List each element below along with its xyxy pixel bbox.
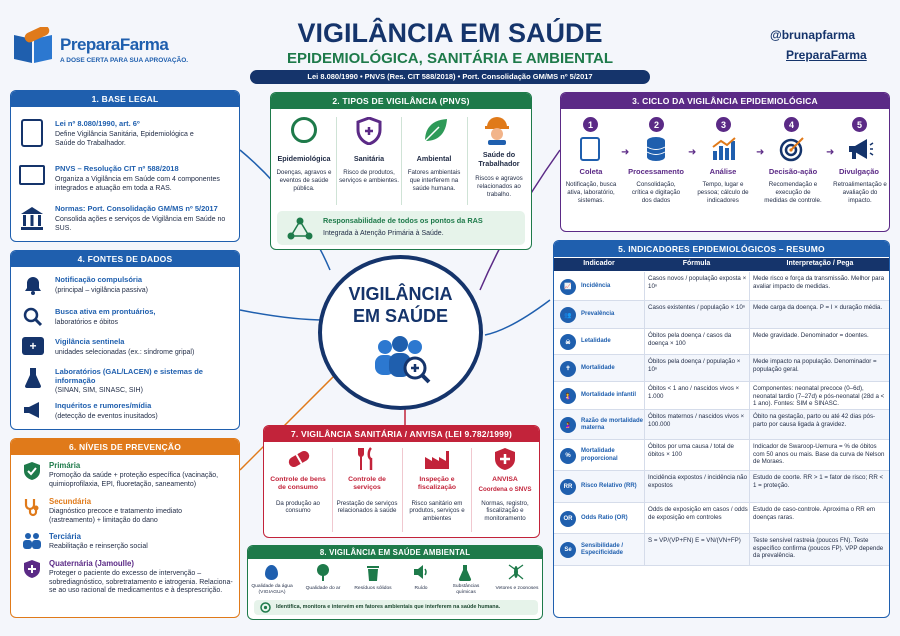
env-item: Substâncias químicas (452, 584, 480, 595)
center-title-1: VIGILÂNCIA (348, 284, 453, 304)
section-ciclo (560, 92, 890, 232)
center-hub (318, 255, 483, 410)
col-divider (749, 329, 750, 354)
sanitary-head: Controle de bens de consumo (270, 476, 326, 492)
table-row (554, 471, 890, 503)
col-header-formula: Fórmula (682, 260, 711, 267)
source-head: Notificação compulsória (55, 275, 143, 284)
shield-plus-icon (23, 559, 41, 579)
step-head: Decisão-ação (768, 167, 818, 176)
indicator-badge-icon: 📈 (560, 279, 576, 295)
level-head: Quaternária (Jamoulle) (49, 559, 134, 568)
indicator-name: Letalidade (581, 338, 611, 345)
section-title: 1. BASE LEGAL (11, 91, 239, 107)
center-title-2: EM SAÚDE (352, 306, 448, 326)
step-head: Processamento (628, 167, 684, 176)
col-divider (644, 355, 645, 381)
indicator-formula: Óbitos pela doença / casos da doença × 100 (648, 332, 732, 347)
pill-icon (286, 448, 312, 470)
building-icon (19, 205, 45, 231)
shield-check-icon (23, 461, 41, 481)
indicator-interpretation: Mede risco e força da transmissão. Melhor para avaliar impacto de medidas. (753, 275, 885, 290)
env-item: Resíduos sólidos (354, 586, 392, 591)
section-tipos-vigilancia (270, 92, 532, 250)
source-body: laboratórios e óbitos (55, 319, 119, 326)
col-divider (644, 301, 645, 328)
col-header-interp: Interpretação / Pega (786, 260, 854, 267)
level-head: Secundária (49, 497, 92, 506)
col-divider (749, 440, 750, 470)
type-head: Sanitária (353, 154, 385, 163)
table-row (554, 355, 890, 382)
section-title: 7. VIGILÂNCIA SANITÁRIA / ANVISA (LEI 9.782/1999) (264, 426, 539, 442)
col-divider (749, 471, 750, 502)
divider (401, 117, 402, 205)
tree-icon (315, 564, 331, 581)
source-body: (SINAN, SIM, SINASC, SIH) (55, 387, 143, 394)
col-divider (749, 382, 750, 409)
section-niveis-prevencao (10, 438, 240, 618)
indicator-formula: Óbitos pela doença / população × 10ⁿ (648, 358, 741, 373)
arrow-right-icon: ➜ (621, 147, 630, 158)
magnifier-icon (291, 117, 317, 143)
indicator-badge-icon: ☠ (560, 334, 576, 350)
chemical-flask-icon (458, 564, 472, 581)
indicator-interpretation: Indicador de Swaroop-Uemura = % de óbitos com 50 anos ou mais. Base da curva de Nelson de Moraes. (753, 443, 885, 466)
laws-text: Lei 8.080/1990 • PNVS (Res. CIT 588/2018) • Port. Consolidação GM/MS nº 5/2017 (307, 72, 593, 81)
step-number-badge: 2 (649, 117, 664, 132)
factory-icon (424, 448, 450, 470)
env-item: Ruído (414, 586, 428, 591)
book-icon (19, 165, 45, 185)
source-head: Inquéritos e rumores/mídia (55, 401, 152, 410)
indicator-name: Mortalidade proporcional (581, 448, 618, 462)
col-divider (644, 440, 645, 470)
section-title: 3. CICLO DA VIGILÂNCIA EPIDEMIOLÓGICA (561, 93, 889, 109)
step-number-badge: 3 (716, 117, 731, 132)
col-divider (749, 503, 750, 533)
col-divider (644, 534, 645, 565)
megaphone-icon (22, 401, 44, 419)
indicator-interpretation: Óbito na gestação, parto ou até 42 dias pós-parto por causa ligada à gravidez. (753, 413, 876, 428)
indicator-badge-icon: RR (560, 479, 576, 495)
step-body: Consolidação, crítica e digitação dos dados (631, 181, 681, 204)
ras-body: Integrada à Atenção Primária à Saúde. (323, 230, 444, 237)
divider (471, 448, 472, 532)
indicator-badge-icon: OR (560, 511, 576, 527)
env-foot: Identifica, monitora e intervém em fatores ambientais que interferem na saúde humana. (276, 604, 501, 610)
step-head: Divulgação (838, 167, 879, 176)
item-body: Define Vigilância Sanitária, Epidemiológica e Saúde do Trabalhador. (55, 131, 194, 147)
page-subtitle: EPIDEMIOLÓGICA, SANITÁRIA E AMBIENTAL (286, 50, 614, 67)
col-divider (644, 503, 645, 533)
fork-knife-icon (356, 447, 378, 471)
env-item: Qualidade da água (VIGIAGUA) (251, 584, 293, 595)
step-body: Notificação, busca ativa, laboratório, sistemas. (565, 181, 617, 204)
table-row (554, 272, 890, 301)
arrow-right-icon: ➜ (826, 147, 835, 158)
col-divider (644, 471, 645, 502)
level-body: Reabilitação e reinserção social (49, 543, 148, 550)
level-head: Terciária (49, 532, 81, 541)
target-small-icon (260, 602, 271, 613)
indicator-interpretation: Mede impacto na população. Denominador = população geral. (753, 358, 877, 373)
type-head: Epidemiológica (277, 154, 331, 163)
section-title: 6. NÍVEIS DE PREVENÇÃO (11, 439, 239, 455)
env-item: Qualidade do ar (305, 586, 341, 591)
type-head: Ambiental (416, 154, 452, 163)
indicator-name: Risco Relativo (RR) (581, 483, 637, 490)
step-head: Coleta (579, 167, 603, 176)
indicator-name: Mortalidade (581, 364, 615, 371)
ras-head: Responsabilidade de todos os pontos da RAS (323, 216, 483, 225)
table-row (554, 382, 890, 410)
item-body: Consolida ações e serviços de Vigilância em Saúde no SUS. (55, 216, 226, 232)
type-head: Saúde do Trabalhador (478, 150, 520, 168)
search-icon (23, 307, 43, 327)
indicator-interpretation: Teste sensível rastreia (poucos FN). Teste específico confirma (poucos FP). VPP depende da prevalência. (753, 537, 884, 560)
sanitary-body: Normas, registro, fiscalização e monitoramento (481, 500, 529, 522)
brand-tagline: A DOSE CERTA PARA SUA APROVAÇÃO. (60, 57, 189, 64)
item-body: Organiza a Vigilância em Saúde com 4 componentes integrados e atuação em toda a RAS. (55, 176, 220, 192)
section-vigilancia-sanitaria (263, 425, 540, 538)
indicator-interpretation: Estudo de coorte. RR > 1 = fator de risco; RR < 1 = proteção. (753, 474, 884, 489)
section-indicadores (553, 240, 890, 618)
step-body: Tempo, lugar e pessoa; cálculo de indicadores (697, 181, 749, 204)
col-divider (749, 355, 750, 381)
indicator-formula: Óbitos < 1 ano / nascidos vivos × 1.000 (648, 385, 740, 400)
shield-icon (356, 117, 382, 145)
level-head: Primária (49, 461, 81, 470)
megaphone-icon (846, 137, 874, 161)
type-body: Doenças, agravos e eventos de saúde pública. (276, 169, 332, 192)
indicator-interpretation: Estudo de caso-controle. Aproxima o RR em doenças raras. (753, 506, 876, 521)
indicator-badge-icon: % (560, 448, 576, 464)
indicator-name: Prevalência (581, 311, 615, 318)
section-vigilancia-ambiental (247, 545, 543, 620)
flask-icon (23, 367, 43, 389)
source-body: unidades selecionadas (ex.: síndrome gripal) (55, 349, 195, 356)
level-body: Promoção da saúde + proteção específica (vacinação, quimioprofilaxia, EPI, fluoretação, saneamento) (49, 472, 219, 488)
col-divider (644, 410, 645, 439)
section-fontes-dados (10, 250, 240, 430)
indicator-name: Mortalidade infantil (581, 392, 637, 399)
step-head: Análise (709, 167, 737, 176)
col-divider (644, 382, 645, 409)
table-row (554, 301, 890, 329)
indicator-interpretation: Componentes: neonatal precoce (0–6d), neonatal tardio (7–27d) e pós-neonatal (28d a < 1 ano). Fontes: SIM e SINASC. (753, 385, 885, 408)
source-head: Busca ativa em prontuários, (55, 307, 156, 316)
step-number-badge: 4 (784, 117, 799, 132)
level-body: Diagnóstico precoce e tratamento imediato (rastreamento) + limitação do dano (49, 508, 183, 524)
source-body: (principal – vigilância passiva) (55, 287, 148, 294)
item-head: Normas: Port. Consolidação GM/MS nº 5/2017 (55, 204, 218, 213)
page-title: VIGILÂNCIA EM SAÚDE (297, 18, 603, 48)
table-row (554, 440, 890, 471)
section-title: 2. TIPOS DE VIGILÂNCIA (PNVS) (271, 93, 531, 109)
worker-icon (483, 115, 511, 145)
col-header-indicator: Indicador (583, 260, 615, 267)
divider (467, 117, 468, 205)
table-row (554, 503, 890, 534)
sanitary-body: Risco sanitário em produtos, serviços e ambientes (409, 500, 465, 522)
first-aid-icon: + (22, 337, 44, 355)
indicator-badge-icon: 👥 (560, 307, 576, 323)
indicator-name: Incidência (581, 282, 611, 289)
type-body: Risco de produtos, serviços e ambientes. (339, 169, 399, 184)
source-head: Laboratórios (GAL/LACEN) e sistemas de informação (55, 367, 203, 386)
indicator-formula: Óbitos maternos / nascidos vivos × 100.000 (648, 413, 745, 428)
sanitary-head: Controle de serviços (348, 476, 386, 492)
database-icon (645, 136, 667, 162)
arrow-right-icon: ➜ (688, 147, 697, 158)
section-title: 5. INDICADORES EPIDEMIOLÓGICOS – RESUMO (554, 241, 889, 257)
indicator-name: Sensibilidade / Especificidade (581, 542, 624, 556)
network-icon (287, 217, 313, 241)
divider (402, 448, 403, 532)
type-body: Fatores ambientais que interferem na saúde humana. (407, 169, 461, 192)
step-number-badge: 5 (852, 117, 867, 132)
col-divider (749, 301, 750, 328)
indicator-name: Odds Ratio (OR) (581, 514, 628, 521)
document-icon (21, 119, 43, 147)
indicator-badge-icon: Se (560, 542, 576, 558)
col-divider (749, 272, 750, 300)
table-row (554, 534, 890, 566)
env-item: Vetores e zoonoses (495, 586, 539, 591)
section-base-legal (10, 90, 240, 242)
mosquito-icon (507, 564, 525, 580)
sanitary-head: Inspeção e fiscalização (417, 476, 457, 492)
stethoscope-icon (22, 497, 42, 517)
leaf-icon (421, 117, 449, 145)
col-divider (749, 410, 750, 439)
clipboard-icon (580, 137, 600, 161)
arrow-right-icon: ➜ (756, 147, 765, 158)
brand-name: PreparaFarma (60, 35, 169, 54)
item-head: PNVS – Resolução CIT nº 588/2018 (55, 164, 179, 173)
level-body: Proteger o paciente do excesso de intervenção – sobrediagnóstico, sobretratamento e iatrogenia. Relaciona-se ao uso racional de medicamentos e à desprescrição. (49, 570, 233, 595)
anvisa-shield-icon (494, 447, 516, 471)
col-divider (644, 329, 645, 354)
sanitary-head: ANVISA (492, 476, 518, 483)
table-row (554, 410, 890, 440)
item-head: Lei nº 8.080/1990, art. 6º (55, 119, 140, 128)
indicator-badge-icon: 🤰 (560, 417, 576, 433)
sanitary-body: Da produção ao consumo (275, 500, 321, 515)
people-magnifier-icon (365, 335, 435, 385)
target-icon (779, 136, 805, 162)
divider (336, 117, 337, 205)
source-body: (detecção de eventos inusitados) (55, 413, 158, 420)
bar-chart-icon (711, 137, 737, 161)
indicator-formula: S = VP/(VP+FN) E = VN/(VN+FP) (648, 537, 741, 544)
indicator-interpretation: Mede gravidade. Denominador = doentes. (753, 332, 869, 339)
table-row (554, 329, 890, 355)
water-drop-icon (265, 565, 278, 580)
divider (332, 448, 333, 532)
people-icon (22, 532, 42, 550)
indicator-formula: Incidência expostos / incidência não expostos (648, 474, 748, 489)
step-body: Recomendação e execução de medidas de controle. (764, 181, 822, 204)
bell-icon (23, 275, 43, 295)
social-handle[interactable]: @brunapfarma (770, 28, 856, 42)
indicator-formula: Casos novos / população exposta × 10ⁿ (648, 275, 747, 290)
step-body: Retroalimentação e avaliação do impacto. (833, 181, 887, 204)
col-divider (644, 272, 645, 300)
type-body: Riscos e agravos relacionados ao trabalho. (475, 175, 523, 198)
indicator-badge-icon: ✝ (560, 361, 576, 377)
section-title: 8. VIGILÂNCIA EM SAÚDE AMBIENTAL (248, 546, 542, 559)
indicator-badge-icon: 🤱 (560, 388, 576, 404)
section-title: 4. FONTES DE DADOS (11, 251, 239, 267)
sanitary-body: Prestação de serviços relacionados à saúde (336, 500, 398, 515)
indicator-formula: Óbitos por uma causa / total de óbitos × 100 (648, 443, 734, 458)
trash-icon (366, 564, 380, 581)
indicator-name: Razão de mortalidade materna (581, 417, 644, 431)
col-divider (749, 534, 750, 565)
source-head: Vigilância sentinela (55, 337, 125, 346)
step-number-badge: 1 (583, 117, 598, 132)
speaker-icon (413, 564, 429, 580)
indicator-formula: Odds de exposição em casos / odds de exposição em controles (648, 506, 748, 521)
indicator-formula: Casos existentes / população × 10ⁿ (648, 304, 746, 311)
social-brand: PreparaFarma (786, 48, 867, 62)
indicator-interpretation: Mede carga da doença. P = I × duração média. (753, 304, 883, 311)
sanitary-sub: Coordena o SNVS (478, 486, 532, 493)
